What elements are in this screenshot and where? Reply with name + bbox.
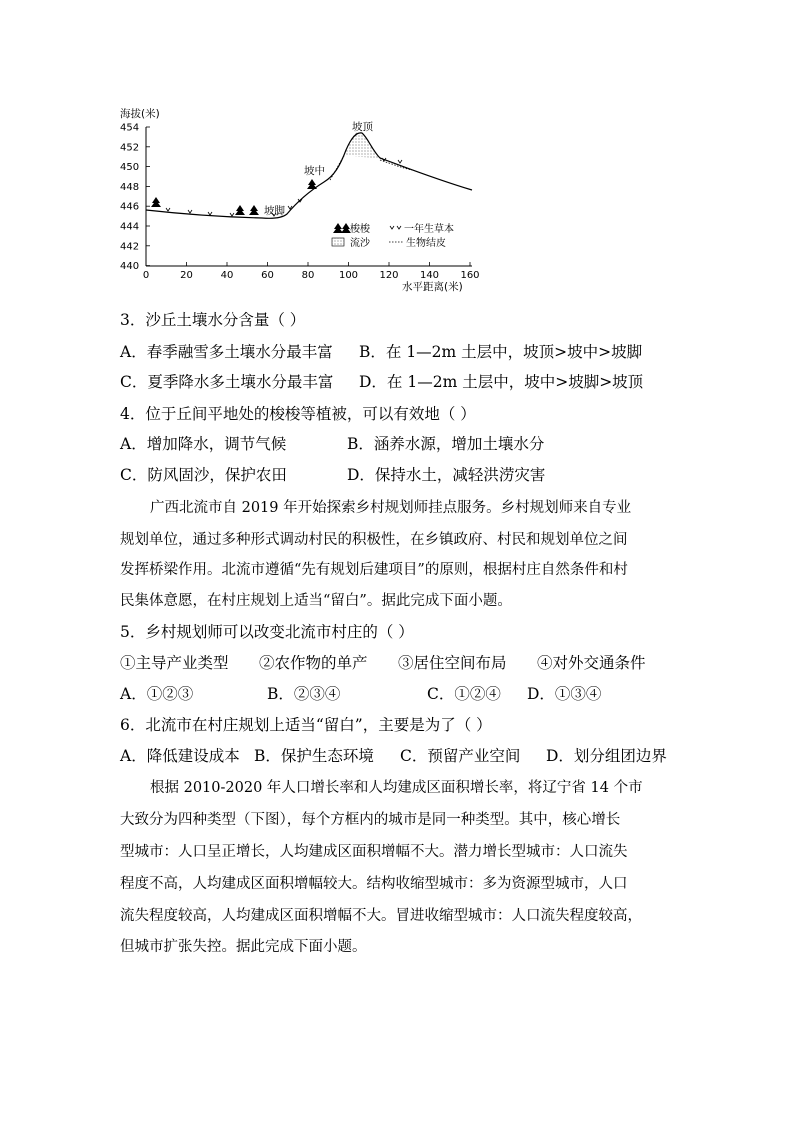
q3-option-b[interactable]: B．在 1—2m 土层中，坡顶>坡中>坡脚	[359, 343, 643, 361]
passage1-line: 民集体意愿，在村庄规划上适当“留白”。据此完成下面小题。	[120, 593, 512, 609]
x-tick-label: 40	[220, 270, 234, 281]
x-axis-title: 水平距离(米)	[402, 281, 463, 293]
passage2-line: 大致分为四种类型（下图），每个方框内的城市是同一种类型。其中，核心增长	[120, 812, 621, 828]
q5-item: ①主导产业类型	[120, 654, 229, 672]
x-tick-label: 80	[301, 270, 315, 281]
grass-icon	[390, 226, 401, 229]
y-axis-title: 海拔(米)	[120, 108, 160, 120]
q4-options-row1	[120, 434, 544, 454]
q4-option-a[interactable]: A．增加降水，调节气候	[120, 435, 287, 453]
y-tick-label: 446	[120, 201, 140, 213]
legend	[332, 222, 454, 249]
label-middle: 坡中	[304, 165, 325, 177]
y-tick-label: 444	[120, 221, 140, 233]
q4-options-row2	[120, 465, 545, 485]
q6-option-c[interactable]: C．预留产业空间	[400, 747, 521, 765]
q4-option-d[interactable]: D．保持水土，减轻洪涝灾害	[347, 466, 546, 484]
y-tick-label: 442	[120, 241, 140, 253]
tree-icon	[151, 179, 317, 215]
tree-icon	[333, 223, 351, 233]
q3-option-c[interactable]: C．夏季降水多土壤水分最丰富	[120, 373, 334, 391]
q6-option-b[interactable]: B．保护生态环境	[254, 747, 374, 765]
q4-option-c[interactable]: C．防风固沙，保护农田	[120, 466, 287, 484]
passage1-line: 规划单位，通过多种形式调动村民的积极性，在乡镇政府、村民和规划单位之间	[120, 532, 628, 548]
label-top: 坡顶	[352, 121, 373, 133]
q5-options	[120, 684, 601, 704]
q6-options	[120, 746, 667, 766]
q6-option-a[interactable]: A．降低建设成本	[120, 747, 240, 765]
q6-stem: 6．北流市在村庄规划上适当“留白”，主要是为了（ ）	[120, 716, 492, 734]
q3-stem: 3．沙丘土壤水分含量（ ）	[120, 311, 306, 329]
y-tick-label: 454	[120, 122, 140, 134]
q5-items	[120, 653, 646, 673]
q6-option-d[interactable]: D．划分组团边界	[546, 747, 667, 765]
q5-option-b[interactable]: B．②③④	[267, 685, 341, 703]
q4-stem: 4．位于丘间平地处的梭梭等植被，可以有效地（ ）	[120, 405, 476, 423]
legend-grass: 一年生草本	[404, 224, 454, 235]
y-tick-label: 448	[120, 181, 140, 193]
y-tick-label: 452	[120, 142, 140, 154]
passage1-line: 发挥桥梁作用。北流市遵循“先有规划后建项目”的原则，根据村庄自然条件和村	[120, 562, 628, 578]
label-foot: 坡脚	[264, 205, 285, 217]
sand-swatch	[332, 238, 344, 246]
x-tick-label: 160	[460, 270, 480, 281]
x-tick-label: 60	[261, 270, 274, 281]
x-tick-label: 20	[180, 270, 193, 281]
dune-profile-figure	[112, 102, 482, 294]
q5-stem: 5．乡村规划师可以改变北流市村庄的（ ）	[120, 623, 414, 641]
x-tick-label: 0	[142, 270, 150, 281]
q5-option-a[interactable]: A．①②③	[120, 685, 194, 703]
q5-item: ③居住空间布局	[398, 654, 507, 672]
q4-option-b[interactable]: B．涵养水源，增加土壤水分	[347, 435, 545, 453]
legend-sand: 流沙	[350, 238, 370, 249]
q3-option-a[interactable]: A．春季融雪多土壤水分最丰富	[120, 343, 333, 361]
q3-options-row1	[120, 342, 642, 362]
passage1-line: 广西北流市自 2019 年开始探索乡村规划师挂点服务。乡村规划师来自专业	[150, 500, 632, 516]
passage2-line: 程度不高，人均建成区面积增幅较大。结构收缩型城市：多为资源型城市，人口	[120, 876, 628, 892]
q5-option-c[interactable]: C．①②④	[427, 685, 501, 703]
passage2-line: 流失程度较高，人均建成区面积增幅不大。冒进收缩型城市：人口流失程度较高，	[120, 908, 642, 924]
q3-option-d[interactable]: D．在 1—2m 土层中，坡中>坡脚>坡顶	[359, 373, 644, 391]
legend-tree: 梭梭	[350, 224, 370, 235]
legend-crust: 生物结皮	[406, 238, 446, 249]
passage2-line: 型城市：人口呈正增长，人均建成区面积增幅不大。潜力增长型城市：人口流失	[120, 844, 628, 860]
sand-dune-shape	[344, 132, 380, 158]
q5-item: ②农作物的单产	[259, 654, 368, 672]
x-tick-label: 140	[419, 270, 440, 281]
passage2-line: 但城市扩张失控。据此完成下面小题。	[120, 939, 367, 955]
q5-option-d[interactable]: D．①③④	[527, 685, 602, 703]
y-tick-label: 450	[120, 162, 140, 174]
q5-item: ④对外交通条件	[537, 654, 646, 672]
x-tick-label: 120	[379, 270, 399, 281]
passage2-line: 根据 2010-2020 年人口增长率和人均建成区面积增长率，将辽宁省 14 个市	[150, 780, 643, 796]
q3-options-row2	[120, 372, 643, 392]
y-tick-label: 440	[120, 261, 140, 273]
x-tick-label: 100	[338, 270, 359, 281]
